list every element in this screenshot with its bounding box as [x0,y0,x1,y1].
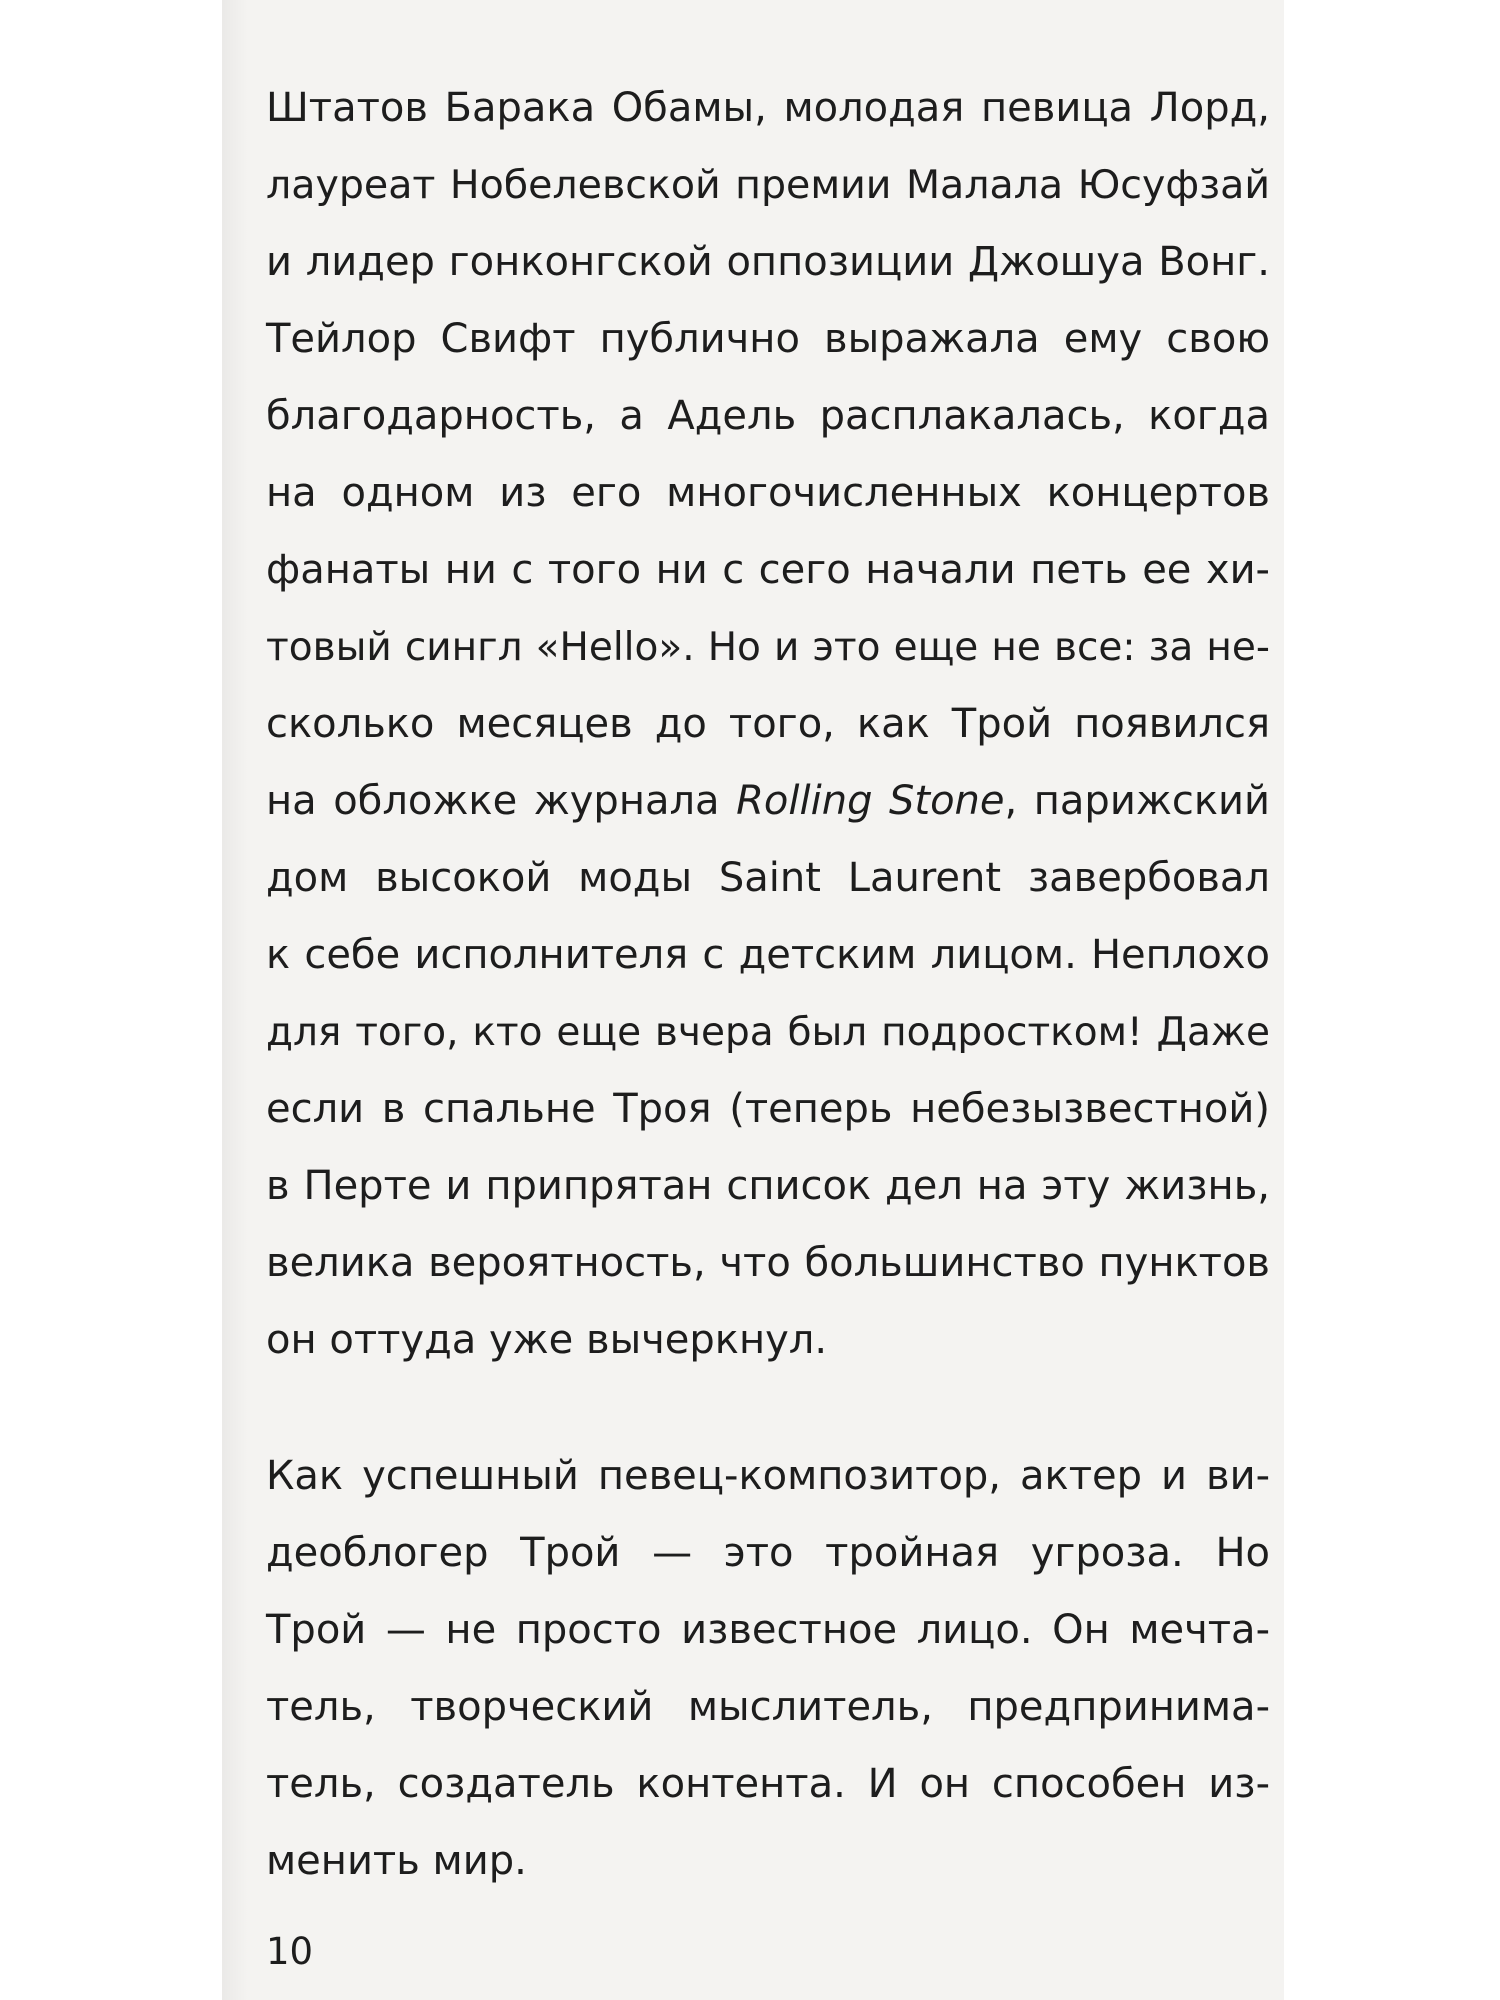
text-line: если в спальне Троя (теперь небезызвестной) [266,1086,1270,1132]
page-number: 10 [266,1930,314,1973]
text-line: тель, создатель контента. И он способен из- [266,1761,1270,1807]
text-line: деоблогер Трой — это тройная угроза. Но [266,1530,1270,1576]
text-line: благодарность, а Адель расплакалась, когда [266,393,1270,439]
text-line: Тейлор Свифт публично выражала ему свою [266,316,1270,362]
text-line: для того, кто еще вчера был подростком! Даже [266,1010,1270,1055]
book-page [222,0,1284,2000]
text-line: велика вероятность, что большинство пунктов [266,1240,1270,1286]
text-line: дом высокой моды Saint Laurent завербовал [266,855,1270,901]
text-line: в Перте и припрятан список дел на эту жизнь, [266,1163,1270,1209]
text-line [266,763,1270,840]
text-line: на одном из его многочисленных концертов [266,470,1270,516]
text-line: к себе исполнителя с детским лицом. Неплохо [266,932,1270,978]
text-segment: , парижский [1004,778,1270,824]
text-line: Как успешный певец-композитор, актер и ви- [266,1453,1270,1499]
text-line: товый сингл «Hello». Но и это еще не все: за не- [266,625,1270,670]
text-line: Трой — не просто известное лицо. Он мечта- [266,1607,1270,1653]
text-line: лауреат Нобелевской премии Малала Юсуфзай [266,162,1270,208]
paragraph [266,1438,1270,1900]
text-line: фанаты ни с того ни с сего начали петь ее хи- [266,547,1270,593]
text-line: он оттуда уже вычеркнул. [266,1317,828,1363]
paragraph [266,70,1270,1379]
magazine-title: Rolling Stone [736,778,1005,824]
text-line: сколько месяцев до того, как Трой появился [266,701,1270,747]
text-line: Штатов Барака Обамы, молодая певица Лорд, [266,85,1270,131]
text-line: менить мир. [266,1838,527,1884]
text-segment: на обложке журнала [266,778,737,824]
text-line: и лидер гонконгской оппозиции Джошуа Вонг. [266,239,1270,285]
text-line: тель, творческий мыслитель, предпринима- [266,1684,1270,1730]
